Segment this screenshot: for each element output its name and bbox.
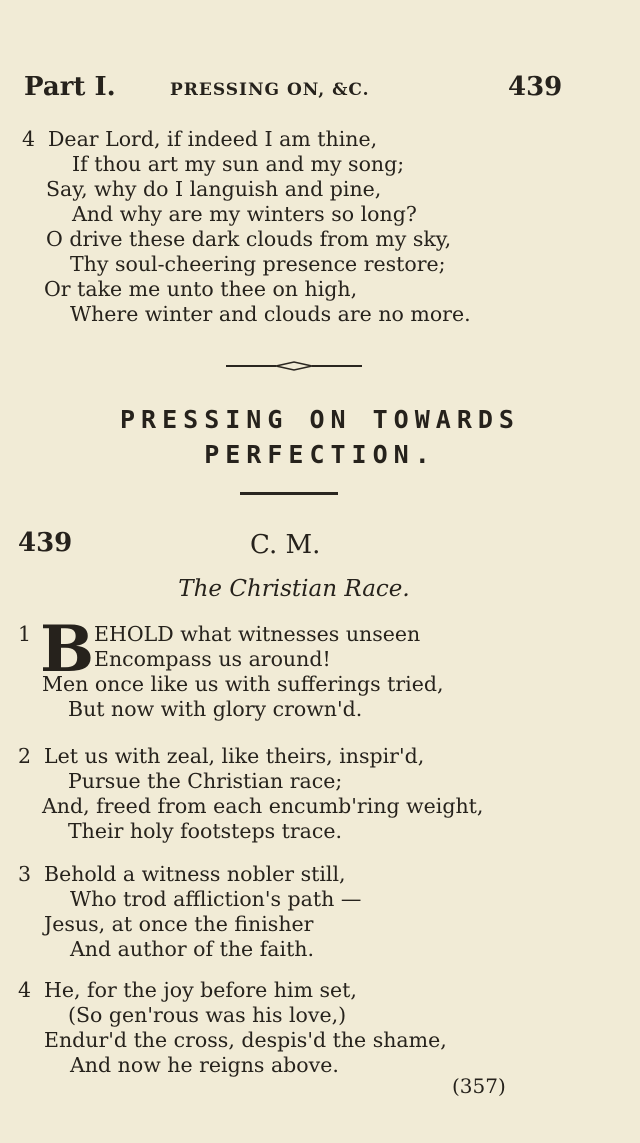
verse-line: Who trod affliction's path —	[70, 887, 362, 911]
hymn-number: 439	[18, 528, 73, 558]
verse-line: Endur'd the cross, despis'd the shame,	[44, 1028, 447, 1052]
header-running-title: PRESSING ON, &C.	[170, 80, 370, 100]
header-part-label: Part I.	[24, 72, 116, 102]
header-page-number: 439	[508, 72, 563, 102]
stanza-number: 3	[18, 862, 32, 886]
verse-line: But now with glory crown'd.	[68, 697, 363, 721]
verse-line: Behold a witness nobler still,	[44, 862, 346, 886]
section-title-line2: PERFECTION.	[204, 440, 436, 469]
footer-signature: (357)	[452, 1074, 506, 1098]
ornament-divider-icon	[226, 361, 362, 371]
verse-line: Let us with zeal, like theirs, inspir'd,	[44, 744, 425, 768]
verse-line: EHOLD what witnesses unseen	[94, 622, 421, 646]
stanza-number: 4	[18, 978, 32, 1002]
verse-line: If thou art my sun and my song;	[72, 152, 405, 176]
hymn-meter: C. M.	[250, 530, 321, 560]
verse-line: Where winter and clouds are no more.	[70, 302, 471, 326]
verse-line: Dear Lord, if indeed I am thine,	[48, 127, 378, 151]
verse-line: (So gen'rous was his love,)	[68, 1003, 347, 1027]
verse-line: And why are my winters so long?	[72, 202, 417, 226]
section-title-line1: PRESSING ON TOWARDS	[120, 405, 520, 434]
stanza-number: 1	[18, 622, 32, 646]
drop-cap: B	[40, 612, 95, 687]
verse-line: O drive these dark clouds from my sky,	[46, 227, 452, 251]
verse-line: Men once like us with sufferings tried,	[42, 672, 444, 696]
verse-line: Jesus, at once the finisher	[44, 912, 314, 936]
verse-line: Thy soul-cheering presence restore;	[70, 252, 446, 276]
verse-line: And, freed from each encumb'ring weight,	[42, 794, 484, 818]
section-rule	[240, 492, 338, 495]
hymn-title: The Christian Race.	[178, 576, 410, 602]
verse-line: And author of the faith.	[70, 937, 315, 961]
verse-line: And now he reigns above.	[70, 1053, 339, 1077]
verse-line: Or take me unto thee on high,	[44, 277, 358, 301]
verse-line: Encompass us around!	[94, 647, 331, 671]
verse-line: Their holy footsteps trace.	[68, 819, 343, 843]
previous-stanza-number: 4	[22, 127, 36, 151]
verse-line: Pursue the Christian race;	[68, 769, 343, 793]
verse-line: Say, why do I languish and pine,	[46, 177, 382, 201]
verse-line: He, for the joy before him set,	[44, 978, 357, 1002]
stanza-number: 2	[18, 744, 32, 768]
